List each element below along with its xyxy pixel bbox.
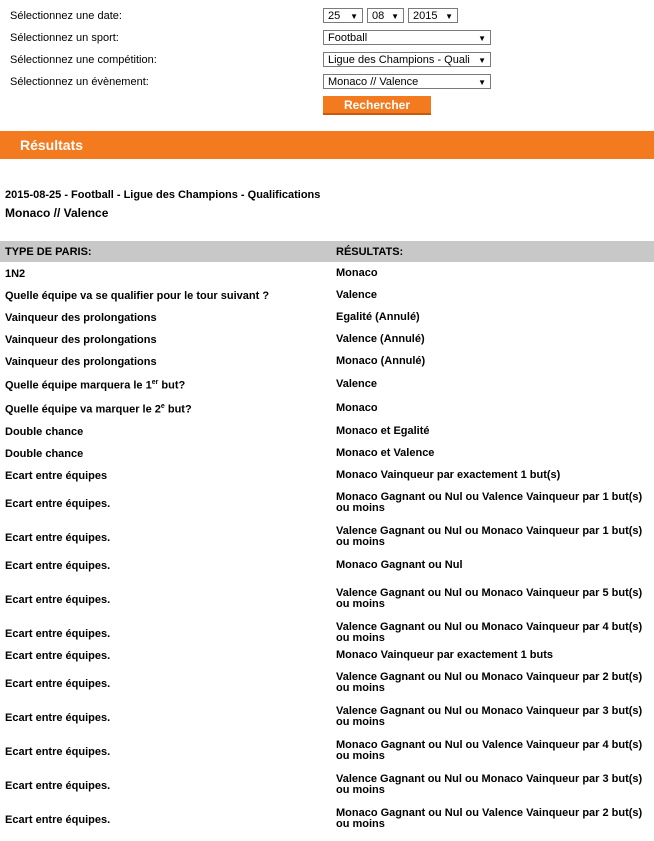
year-select[interactable]: [408, 8, 458, 23]
table-header: [0, 241, 654, 262]
month-value: 08: [372, 10, 385, 22]
month-select[interactable]: [367, 8, 404, 23]
result-cell: Monaco Vainqueur par exactement 1 but(s): [336, 469, 561, 481]
bet-type-cell: Ecart entre équipes.: [5, 532, 111, 544]
results-header-bar: [0, 131, 654, 159]
bet-type-cell: Quelle équipe va se qualifier pour le tour suivant ?: [5, 290, 270, 302]
result-cell: Monaco: [336, 267, 378, 279]
competition-select[interactable]: [323, 52, 491, 67]
sport-value: Football: [328, 32, 368, 44]
bet-type-cell: Vainqueur des prolongations: [5, 356, 157, 368]
results-title: Résultats: [20, 137, 84, 153]
bet-type-cell: Vainqueur des prolongations: [5, 334, 157, 346]
bet-type-cell: Quelle équipe va marquer le 2e but?: [5, 403, 192, 416]
result-cell: Monaco Gagnant ou Nul ou Valence Vainqueur par 1 but(s) ou moins: [336, 491, 643, 514]
result-cell: Valence: [336, 378, 377, 390]
event-label: Sélectionnez un évènement:: [10, 76, 149, 88]
result-cell: Valence Gagnant ou Nul ou Monaco Vainqueur par 5 but(s) ou moins: [336, 587, 643, 610]
competition-value: Ligue des Champions - Quali: [328, 54, 470, 66]
chevron-down-icon: ▼: [476, 53, 486, 67]
chevron-down-icon: ▼: [445, 12, 453, 21]
sport-select[interactable]: [323, 30, 491, 45]
col-bet-type: TYPE DE PARIS:: [5, 246, 92, 258]
result-cell: Monaco Vainqueur par exactement 1 buts: [336, 649, 554, 661]
chevron-down-icon: ▼: [391, 12, 399, 21]
bet-type-cell: 1N2: [5, 268, 26, 280]
match-teams: Monaco // Valence: [5, 206, 109, 220]
bet-type-cell: Ecart entre équipes.: [5, 498, 111, 510]
sport-label: Sélectionnez un sport:: [10, 32, 119, 44]
bet-type-cell: Ecart entre équipes.: [5, 678, 111, 690]
bet-type-cell: Ecart entre équipes.: [5, 712, 111, 724]
result-cell: Monaco et Valence: [336, 447, 435, 459]
result-cell: Valence Gagnant ou Nul ou Monaco Vainqueur par 2 but(s) ou moins: [336, 671, 643, 694]
day-select[interactable]: [323, 8, 363, 23]
bet-type-cell: Ecart entre équipes.: [5, 814, 111, 826]
result-cell: Monaco Gagnant ou Nul ou Valence Vainqueur par 2 but(s) ou moins: [336, 807, 643, 830]
result-cell: Monaco Gagnant ou Nul ou Valence Vainqueur par 4 but(s) ou moins: [336, 739, 643, 762]
match-header: 2015-08-25 - Football - Ligue des Champions - Qualifications: [5, 189, 321, 201]
chevron-down-icon: ▼: [350, 12, 358, 21]
result-cell: Valence Gagnant ou Nul ou Monaco Vainqueur par 3 but(s) ou moins: [336, 705, 643, 728]
event-select[interactable]: [323, 74, 491, 89]
bet-type-cell: Ecart entre équipes.: [5, 780, 111, 792]
result-cell: Monaco Gagnant ou Nul: [336, 559, 463, 571]
result-cell: Monaco (Annulé): [336, 355, 426, 367]
result-cell: Monaco et Egalité: [336, 425, 430, 437]
bet-type-cell: Double chance: [5, 426, 84, 438]
col-result: RÉSULTATS:: [336, 246, 404, 258]
result-cell: Egalité (Annulé): [336, 311, 420, 323]
bet-type-cell: Ecart entre équipes: [5, 470, 108, 482]
result-cell: Monaco: [336, 402, 378, 414]
result-cell: Valence Gagnant ou Nul ou Monaco Vainqueur par 4 but(s) ou moins: [336, 621, 643, 644]
date-label: Sélectionnez une date:: [10, 10, 122, 22]
bet-type-cell: Double chance: [5, 448, 84, 460]
bet-type-cell: Ecart entre équipes.: [5, 628, 111, 640]
result-cell: Valence: [336, 289, 377, 301]
year-value: 2015: [413, 10, 438, 22]
result-cell: Valence (Annulé): [336, 333, 425, 345]
event-value: Monaco // Valence: [328, 76, 419, 88]
competition-label: Sélectionnez une compétition:: [10, 54, 157, 66]
chevron-down-icon: ▼: [478, 78, 486, 87]
result-cell: Valence Gagnant ou Nul ou Monaco Vainqueur par 3 but(s) ou moins: [336, 773, 643, 796]
bet-type-cell: Vainqueur des prolongations: [5, 312, 157, 324]
result-cell: Valence Gagnant ou Nul ou Monaco Vainqueur par 1 but(s) ou moins: [336, 525, 643, 548]
chevron-down-icon: ▼: [478, 34, 486, 43]
bet-type-cell: Quelle équipe marquera le 1er but?: [5, 379, 186, 392]
bet-type-cell: Ecart entre équipes.: [5, 650, 111, 662]
search-button[interactable]: Rechercher: [323, 96, 431, 115]
bet-type-cell: Ecart entre équipes.: [5, 560, 111, 572]
bet-type-cell: Ecart entre équipes.: [5, 746, 111, 758]
day-value: 25: [328, 10, 341, 22]
bet-type-cell: Ecart entre équipes.: [5, 594, 111, 606]
